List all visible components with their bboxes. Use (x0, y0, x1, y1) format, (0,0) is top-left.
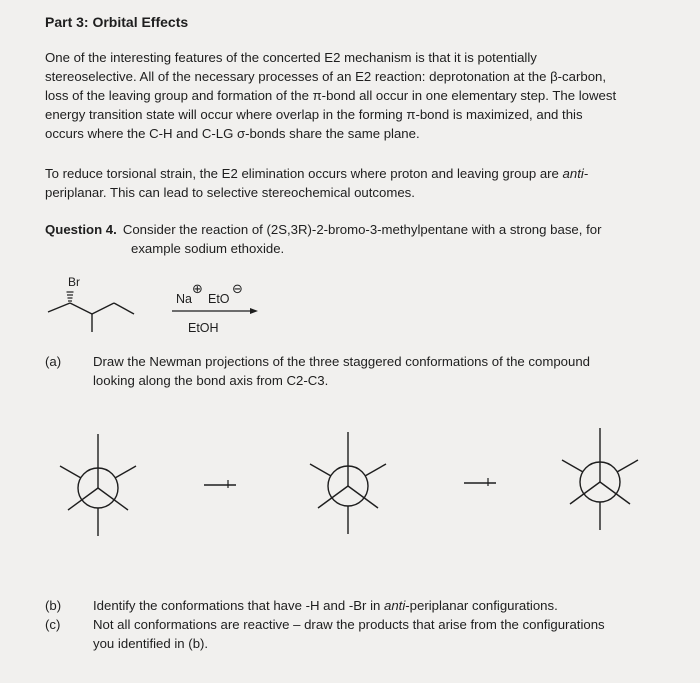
part-b (45, 596, 558, 615)
sodium-label: Na (176, 292, 192, 306)
part-b-text (93, 596, 558, 615)
back-bond-left (60, 466, 81, 478)
front-bond-right (600, 482, 630, 504)
hashed-wedge-bond (67, 292, 74, 301)
back-bond-left (562, 460, 583, 472)
part-b-pre: Identify the conformations that have -H and -Br in (93, 598, 385, 613)
part-a-line-2: looking along the bond axis from C2-C3. (93, 373, 329, 388)
back-bond-right (617, 460, 638, 472)
carbon-skeleton (48, 303, 134, 332)
ethoxide-label: EtO (208, 292, 230, 306)
intro-line: stereoselective. All of the necessary processes of an E2 reaction: deprotonation at the β-carbon, (45, 69, 607, 84)
part-a-text (93, 352, 590, 390)
torsion-line-2: periplanar. This can lead to selective stereochemical outcomes. (45, 185, 415, 200)
part-a-line-1: Draw the Newman projections of the three staggered conformations of the compound (93, 354, 591, 369)
part-c (45, 615, 605, 653)
front-bond-left (68, 488, 98, 510)
part-c-label: (c) (45, 617, 61, 632)
torsion-paragraph (45, 164, 655, 202)
minus-charge-icon: ⊖ (232, 282, 243, 297)
torsion-line-1 (45, 164, 655, 183)
section-title: Part 3: Orbital Effects (45, 14, 189, 30)
back-bond-left (310, 464, 331, 476)
part-c-line-1: Not all conformations are reactive – draw the products that arise from the configurations (93, 617, 605, 632)
bromine-label: Br (68, 275, 80, 289)
conformation-arrow-1 (200, 478, 240, 492)
newman-projection-3 (552, 424, 652, 534)
newman-projection-2 (300, 428, 400, 538)
question-line-2: example sodium ethoxide. (131, 241, 285, 256)
intro-line: loss of the leaving group and formation of the π-bond all occur in one elementary step. The lowest (45, 88, 617, 103)
molecule-structure (40, 272, 140, 337)
back-bond-right (115, 466, 136, 478)
part-c-text (93, 615, 605, 653)
question-line-1 (45, 220, 655, 239)
back-bond-right (365, 464, 386, 476)
intro-line: One of the interesting features of the concerted E2 mechanism is that it is potentially (45, 50, 537, 65)
newman-projection-1 (50, 430, 150, 540)
question-4 (45, 220, 655, 258)
front-bond-left (570, 482, 600, 504)
question-label: Question 4. (45, 222, 117, 237)
front-bond-right (98, 488, 128, 510)
part-a (45, 352, 590, 390)
anti-emphasis: anti- (562, 166, 589, 181)
question-text-1: Consider the reaction of (2S,3R)-2-bromo-3-methylpentane with a strong base, for (122, 222, 602, 237)
torsion-line-1-text: To reduce torsional strain, the E2 elimination occurs where proton and leaving group are (45, 166, 563, 181)
plus-charge-icon: ⊕ (192, 282, 203, 297)
part-a-label: (a) (45, 354, 62, 369)
reaction-arrow-area (172, 280, 272, 340)
intro-line: energy transition state will occur where overlap in the forming π-bond is maximized, and this (45, 107, 583, 122)
intro-paragraph (45, 48, 655, 143)
arrow-head-icon (250, 308, 258, 314)
front-bond-left (318, 486, 348, 508)
conformation-arrow-2 (460, 476, 500, 490)
part-b-post: -periplanar configurations. (405, 598, 558, 613)
solvent-label: EtOH (188, 321, 219, 335)
part-c-line-2: you identified in (b). (93, 636, 209, 651)
part-b-label: (b) (45, 598, 62, 613)
part-b-emphasis: anti (384, 598, 406, 613)
front-bond-right (348, 486, 378, 508)
intro-line: occurs where the C-H and C-LG σ-bonds share the same plane. (45, 126, 420, 141)
